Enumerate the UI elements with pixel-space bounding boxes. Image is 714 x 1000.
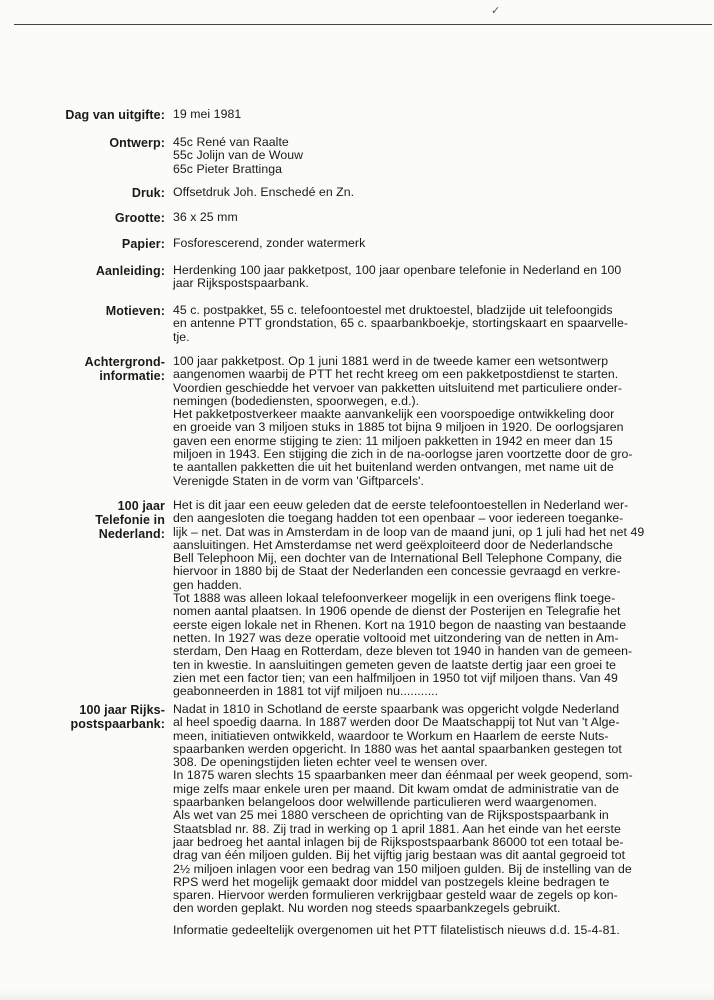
field-value bbox=[173, 237, 693, 250]
text-line: 45c René van Raalte bbox=[173, 135, 289, 149]
text-line: spaarbanken werden opgericht. In 1880 was het aantal spaarbanken gestegen tot bbox=[173, 741, 622, 756]
text-line: hiervoor in 1880 bij de Staat der Nederlanden een concessie gevraagd en verkre- bbox=[173, 564, 621, 579]
text-line: en antenne PTT grondstation, 65 c. spaarbankboekje, stortingskaart en spaarvelle- bbox=[173, 316, 628, 331]
text-line: gen hadden. bbox=[173, 577, 242, 592]
field-label: Aanleiding: bbox=[95, 264, 165, 278]
text-line: nemingen (bodediensten, spoorwegen, e.d.). bbox=[173, 393, 420, 408]
text-line: miljoen in 1943. Een stijging die zich in de na-oorlogse jaren voortzette door de gro- bbox=[173, 447, 633, 462]
text-line: Nadat in 1810 in Schotland de eerste spaarbank was opgericht volgde Nederland bbox=[173, 702, 620, 716]
field-value bbox=[173, 355, 693, 488]
text-line: geabonneerden in 1881 tot vijf miljoen nu........... bbox=[173, 684, 439, 699]
label-text: 100 jaar Telefonie in Nederland: bbox=[95, 499, 165, 541]
text-line: In 1875 waren slechts 15 spaarbanken meer dan éénmaal per week geopend, som- bbox=[173, 768, 633, 783]
text-line: al heel spoedig daarna. In 1887 werden door De Maatschappij tot Nut van 't Alge- bbox=[173, 715, 620, 730]
label-text: 100 jaar Rijks- postspaarbank: bbox=[70, 703, 165, 731]
text-line: 65c Pieter Brattinga bbox=[173, 161, 282, 176]
text-line: aansluitingen. Het Amsterdamse net werd geëxploiteerd door de Nederlandsche bbox=[173, 537, 613, 552]
text-line: nomen aantal plaatsen. In 1906 opende de dienst der Posterijen en Telegrafie het bbox=[173, 604, 621, 619]
text-line: sparen. Hiervoor werden formulieren verkrijgbaar gesteld waar de zegels op kon- bbox=[173, 888, 618, 903]
text-line: Verenigde Staten in de vorm van 'Giftparcels'. bbox=[173, 473, 425, 488]
text-line: Het is dit jaar een eeuw geleden dat de eerste telefoontoestellen in Nederland wer- bbox=[173, 498, 629, 512]
text-line: 308. De openingstijden lieten echter veel te wensen over. bbox=[173, 755, 488, 770]
text-line: den worden geplakt. Nu worden nog steeds spaarbankzegels gebruikt. bbox=[173, 901, 561, 916]
text-line: netten. In 1927 was deze operatie voltooid met uitzondering van de netten in Am- bbox=[173, 630, 619, 645]
field-value bbox=[173, 304, 693, 344]
field-label: Grootte: bbox=[114, 211, 165, 225]
text-line: 36 x 25 mm bbox=[173, 210, 238, 224]
field-label bbox=[8, 703, 165, 731]
text-line: Tot 1888 was alleen lokaal telefoonverkeer mogelijk in een overigens flink toege- bbox=[173, 591, 616, 606]
field-label bbox=[8, 355, 165, 383]
text-line: Bell Telephoon Mij, een dochter van de International Bell Telephone Company, die bbox=[173, 551, 623, 566]
text-line: te aantallen pakketten die uit het buitenland werden ontvangen, met name uit de bbox=[173, 460, 614, 475]
field-value bbox=[173, 136, 693, 176]
page-bottom-edge bbox=[0, 990, 714, 1000]
text-line: Herdenking 100 jaar pakketpost, 100 jaar openbare telefonie in Nederland en 100 bbox=[173, 263, 622, 277]
field-label: Druk: bbox=[131, 186, 165, 200]
text-line: spaarbanken belangeloos door welwillende particulieren werd waargenomen. bbox=[173, 795, 598, 810]
text-line: den aangesloten die toegang hadden tot een openbaar – voor iedereen toeganke- bbox=[173, 511, 624, 526]
text-line: eerste eigen lokale net in Rhenen. Kort na 1910 begon de naasting van bestaande bbox=[173, 617, 627, 632]
text-line: 45 c. postpakket, 55 c. telefoontoestel met druktoestel, bladzijde uit telefoongids bbox=[173, 303, 613, 317]
field-label: Motieven: bbox=[105, 304, 165, 318]
text-line: jaar bedroeg het aantal inlagen bij de Rijkspostspaarbank 86000 tot een totaal be- bbox=[173, 834, 624, 849]
text-line: 2½ miljoen inlagen voor een bedrag van 150 miljoen gulden. Bij de instelling van de bbox=[173, 861, 632, 876]
field-label bbox=[8, 499, 165, 541]
source-note: Informatie gedeeltelijk overgenomen uit het PTT filatelistisch nieuws d.d. 15-4-81. bbox=[173, 922, 620, 937]
text-line: 55c Jolijn van de Wouw bbox=[173, 148, 304, 163]
text-line: Offsetdruk Joh. Enschedé en Zn. bbox=[173, 185, 355, 199]
text-line: lijk – net. Dat was in Amsterdam in de loop van de maand juni, op 1 juli had het net 49 bbox=[173, 524, 645, 539]
text-line: sterdam, Den Haag en Rotterdam, deze bleven tot 1940 in handen van de gemeen- bbox=[173, 644, 633, 659]
text-line: Fosforescerend, zonder watermerk bbox=[173, 236, 366, 250]
field-value bbox=[173, 499, 693, 698]
text-line: 19 mei 1981 bbox=[173, 107, 242, 121]
text-line: gaven een enorme stijging te zien: 11 miljoen pakketten in 1942 en meer dan 15 bbox=[173, 433, 613, 448]
field-label: Dag van uitgifte: bbox=[65, 108, 165, 122]
field-value bbox=[173, 186, 693, 199]
text-line: Staatsblad nr. 88. Zij trad in werking op 1 april 1881. Aan het einde van het eerste bbox=[173, 821, 621, 836]
text-line: 100 jaar pakketpost. Op 1 juni 1881 werd in de tweede kamer een wetsontwerp bbox=[173, 354, 609, 368]
text-line: aangenomen waarbij de PTT het recht kreeg om een pakketpostdienst te starten. bbox=[173, 367, 619, 382]
top-rule bbox=[14, 24, 712, 25]
field-value bbox=[173, 108, 693, 121]
text-line: drag van één miljoen gulden. Bij het vijftig jarig bestaan was dit aantal gegroeid tot bbox=[173, 848, 626, 863]
field-value bbox=[173, 703, 693, 937]
text-line: Als wet van 25 mei 1880 verscheen de oprichting van de Rijkspostspaarbank in bbox=[173, 808, 609, 823]
field-label: Papier: bbox=[121, 237, 165, 251]
field-label: Ontwerp: bbox=[109, 136, 165, 150]
text-line: tje. bbox=[173, 329, 190, 344]
text-line: meen, initiatieven ontwikkeld, waardoor te Workum en Haarlem de eerste Nuts- bbox=[173, 728, 609, 743]
text-line: en groeide van 3 miljoen stuks in 1885 tot bijna 9 miljoen in 1920. De oorlogsjaren bbox=[173, 420, 624, 435]
pen-mark: ✓ bbox=[491, 5, 501, 17]
text-line: Voordien geschiedde het vervoer van pakketten uitsluitend met particuliere onder- bbox=[173, 380, 623, 395]
text-line: zien met een factor tien; van een halfmiljoen in 1950 tot vijf miljoen thans. Van 49 bbox=[173, 670, 618, 685]
label-text: Achtergrond- informatie: bbox=[84, 355, 165, 383]
field-value bbox=[173, 211, 693, 224]
text-line: jaar Rijkspostspaarbank. bbox=[173, 276, 309, 291]
text-line: Het pakketpostverkeer maakte aanvankelijk een voorspoedige ontwikkeling door bbox=[173, 407, 615, 422]
text-line: ten in kwestie. In aansluitingen gemeten geven de laatste dertig jaar een groei te bbox=[173, 657, 616, 672]
text-line: mige zelfs maar enkele uren per maand. Dit kwam omdat de administratie van de bbox=[173, 781, 620, 796]
text-line: RPS werd het mogelijk gemaakt door middel van postzegels kleine bedragen te bbox=[173, 874, 610, 889]
field-value bbox=[173, 264, 693, 291]
